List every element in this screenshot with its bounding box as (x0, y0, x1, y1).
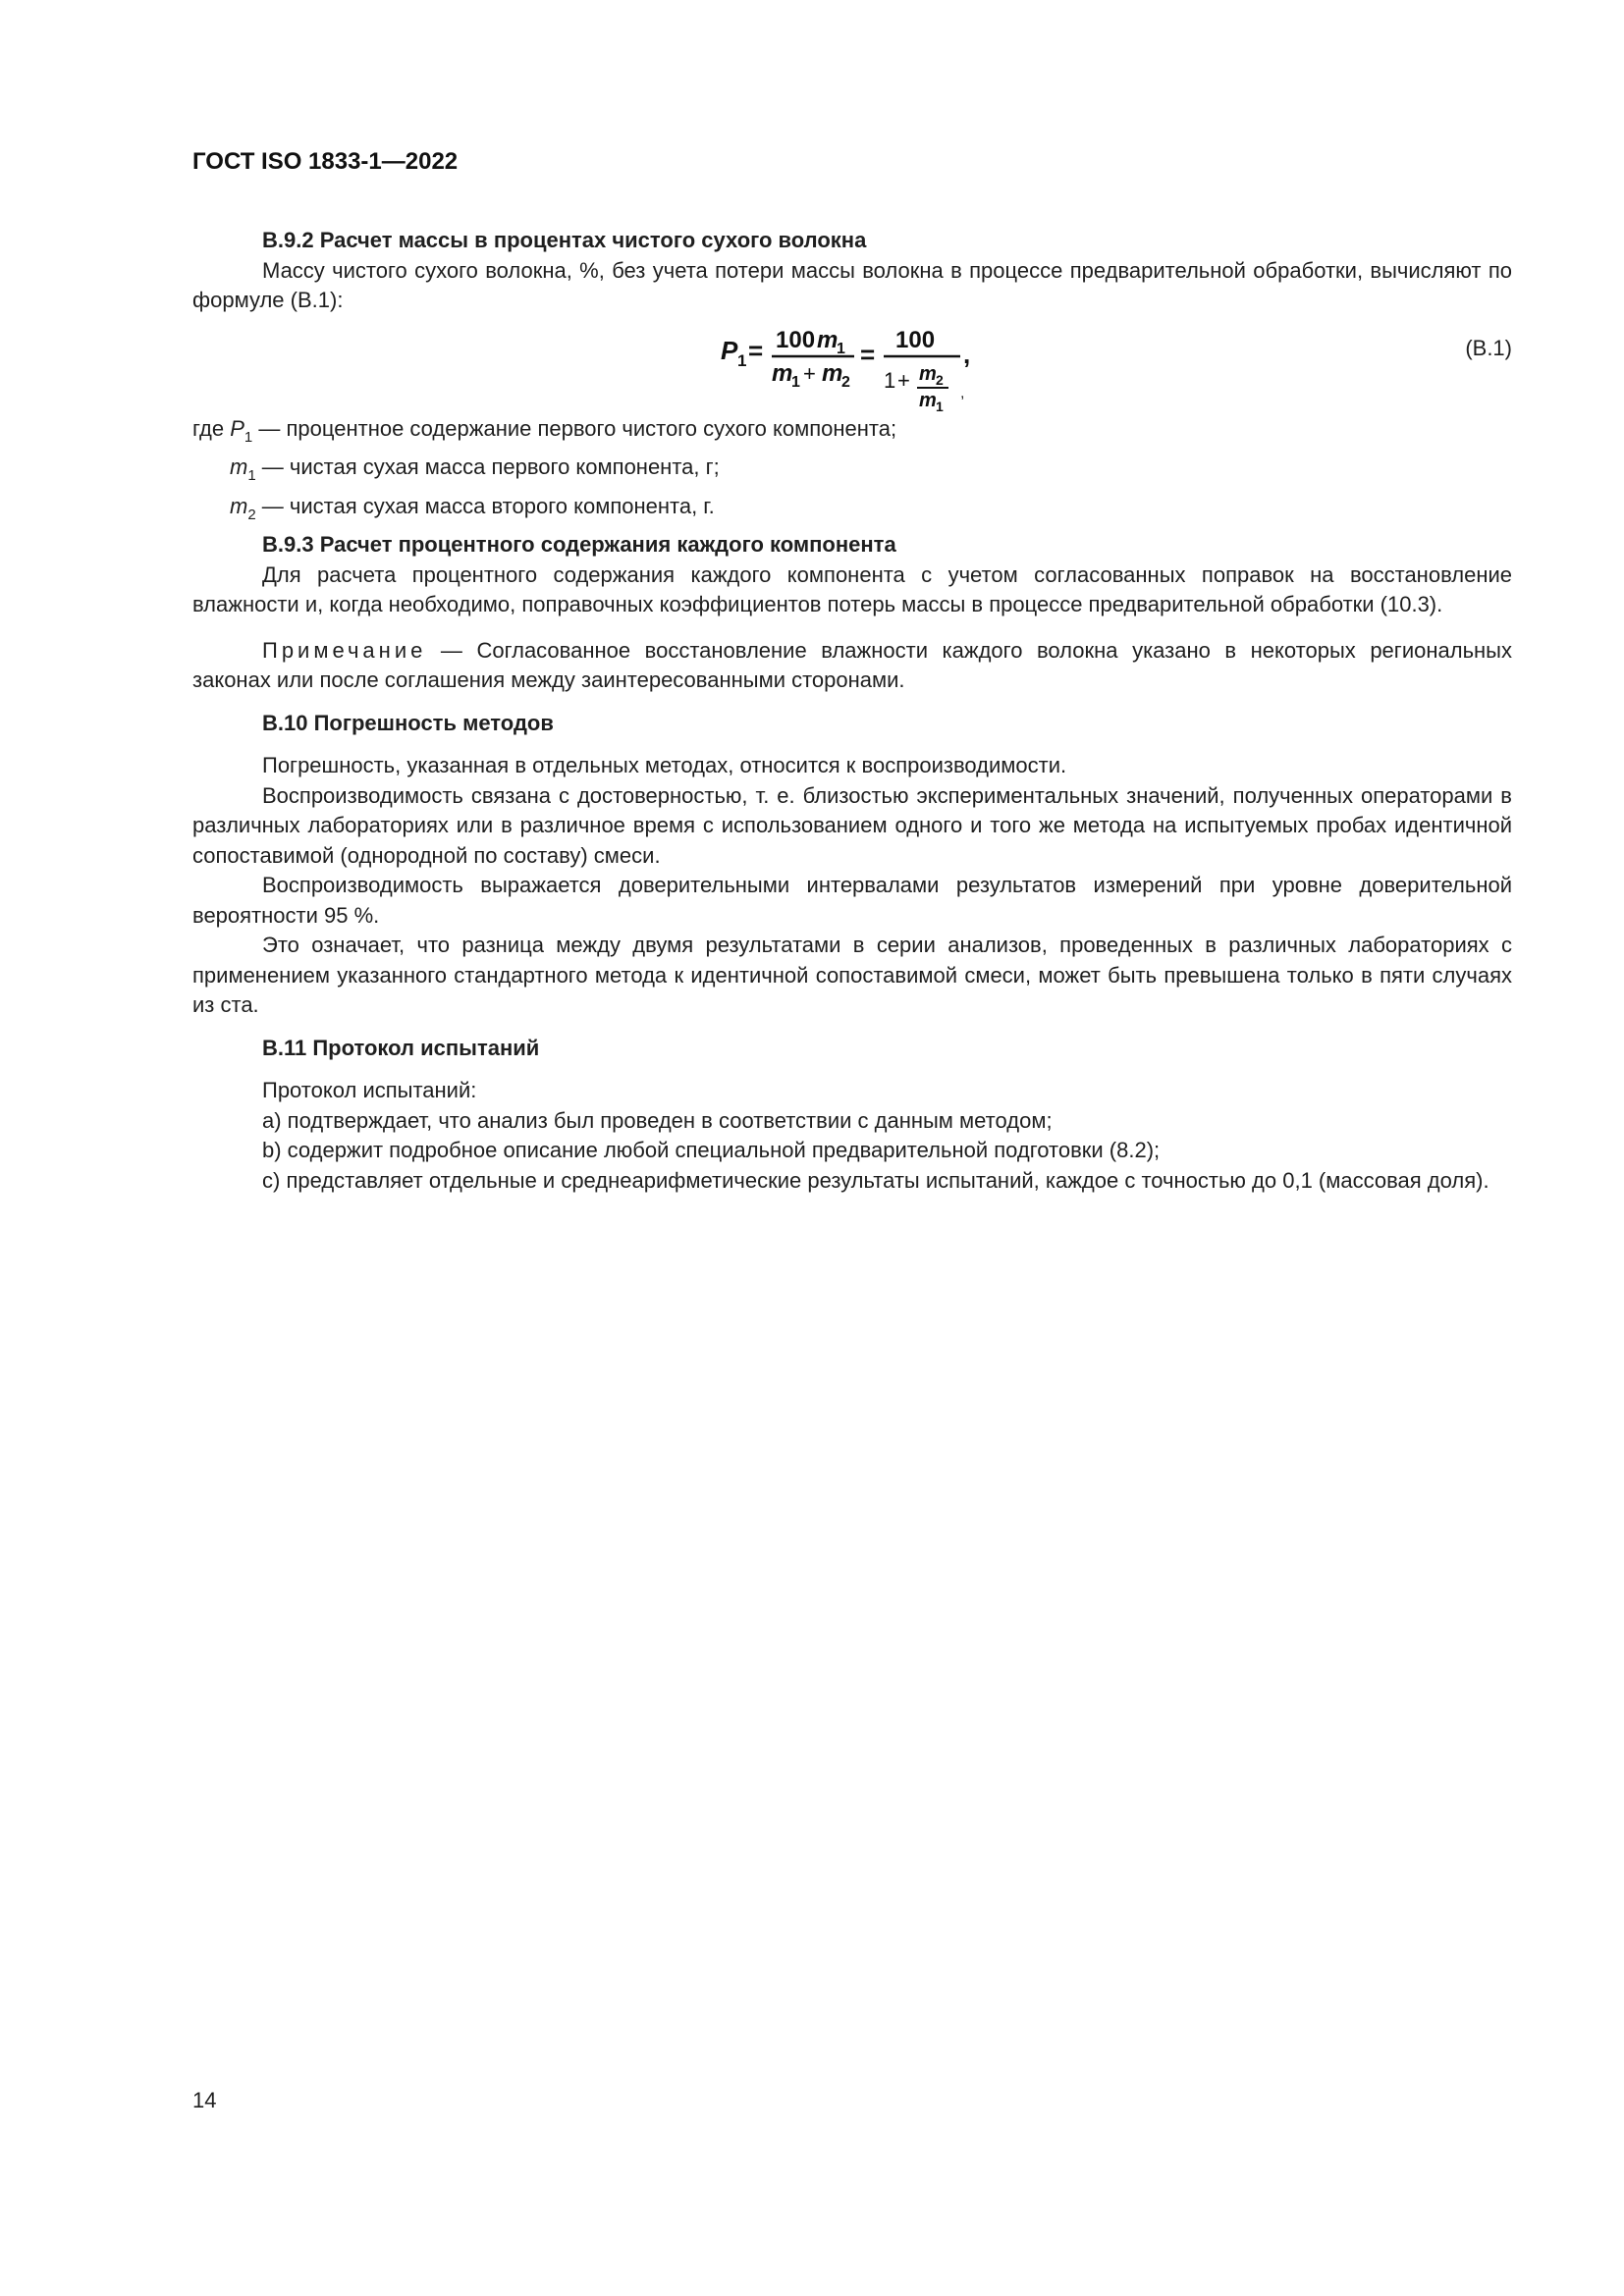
formula-inner-den-sub: 1 (936, 398, 944, 412)
formula-num1-sub: 1 (837, 340, 845, 357)
formula-inner-num-sub: 2 (936, 371, 944, 388)
section-heading-b11: B.11 Протокол испытаний (262, 1035, 540, 1060)
paragraph-b10-4: Это означает, что разница между двумя результатами в серии анализов, проведенных в различных лабораториях с применением указанного стандартного метода к идентичной сопоставимой смеси, может быть превышена только в пяти случаях из ста. (192, 933, 1512, 1017)
formula-expression (721, 322, 976, 412)
note-paragraph (192, 636, 1512, 696)
formula-den1-plus: + (803, 360, 816, 386)
formula-num2: 100 (895, 326, 936, 353)
list-item-c: c) представляет отдельные и среднеарифметические результаты испытаний, каждое с точностью до 0,1 (массовая доля). (262, 1167, 1489, 1193)
list-item-b: b) содержит подробное описание любой специальной предварительной подготовки (8.2); (262, 1138, 1161, 1162)
page-number: 14 (192, 2088, 217, 2112)
formula-inner-den: m (919, 389, 937, 411)
formula-inner-num: m (919, 362, 937, 385)
formula-eq-1: = (748, 335, 764, 365)
formula-num1: 100 (776, 326, 816, 353)
section-heading-b93: B.9.3 Расчет процентного содержания каждого компонента (262, 532, 896, 557)
formula-den1-a-sub: 1 (791, 373, 800, 391)
paragraph-b10-3: Воспроизводимость выражается доверительными интервалами результатов измерений при уровне доверительной вероятности 95 %. (192, 873, 1512, 928)
paragraph-b92-text: Массу чистого сухого волокна, %, без учета потери массы волокна в процессе предварительной обработки, вычисляют по формуле (B.1): (192, 257, 1512, 312)
formula-den1-a: m (772, 359, 793, 387)
section-heading-b92: B.9.2 Расчет массы в процентах чистого сухого волокна (262, 228, 867, 252)
formula-trailing-comma: , (960, 384, 965, 401)
legend-item: $m_2$ — чистая сухая масса второго компонента, г. (230, 493, 715, 523)
document-code-header: ГОСТ ISO 1833-1—2022 (192, 148, 459, 175)
paragraph-b10-1: Погрешность, указанная в отдельных методах, относится к воспроизводимости. (262, 753, 1067, 777)
legend-item: где $P_1$ — процентное содержание первого чистого сухого компонента; (192, 415, 897, 446)
formula-den2-plus: + (897, 367, 910, 393)
paragraph-b10-2: Воспроизводимость связана с достоверностью, т. е. близостью экспериментальных значений, полученных операторами в различных лабораториях или в различное время с использованием одного и того же метода на испытуемых пробах идентичной сопоставимой (однородной по составу) смеси. (192, 782, 1512, 868)
formula-den2-one: 1 (884, 367, 896, 393)
formula-number: (B.1) (1465, 335, 1512, 360)
list-item-a: a) подтверждает, что анализ был проведен в соответствии с данным методом; (262, 1107, 1053, 1133)
formula-num1-var: m (817, 326, 839, 353)
formula-comma: , (963, 339, 971, 369)
formula-eq-2: = (860, 339, 876, 369)
note-text: — Согласованное восстановление влажности каждого волокна указано в некоторых региональных законах или после соглашения между заинтересованными сторонами. (192, 637, 1512, 692)
document-body (192, 226, 1512, 1196)
note-label: Примечание (262, 637, 427, 663)
section-heading-b10: B.10 Погрешность методов (262, 710, 554, 735)
legend-item: $m_1$ — чистая сухая масса первого компонента, г; (230, 454, 720, 484)
formula-b1 (192, 316, 1512, 414)
paragraph-b11-intro: Протокол испытаний: (262, 1078, 477, 1102)
formula-den1-b: m (822, 359, 843, 387)
paragraph-b93-text: Для расчета процентного содержания каждого компонента с учетом согласованных поправок на восстановление влажности и, когда необходимо, поправочных коэффициентов потерь массы в процессе предварительной обработки (10.3). (192, 561, 1512, 616)
formula-lhs: P (721, 335, 738, 365)
formula-lhs-sub: 1 (737, 350, 747, 370)
formula-den1-b-sub: 2 (841, 373, 850, 391)
formula-legend (192, 414, 1512, 531)
